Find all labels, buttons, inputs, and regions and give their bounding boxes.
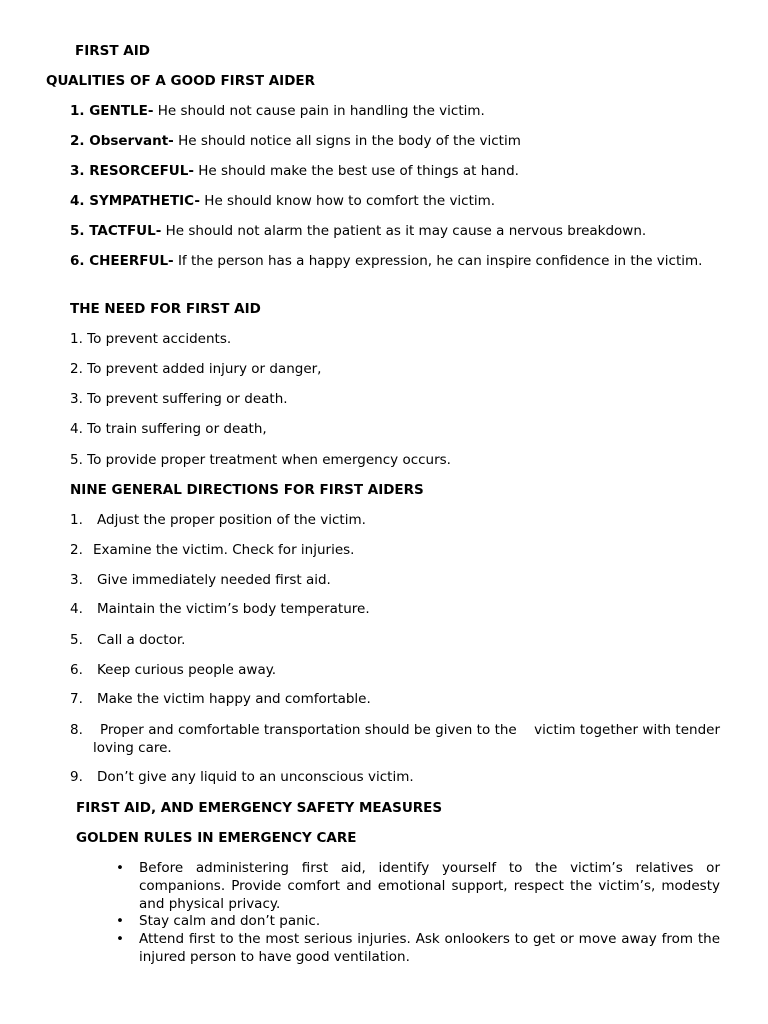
direction-text: Make the victim happy and comfortable. [97, 691, 371, 707]
need-item: 1. To prevent accidents. [70, 331, 232, 347]
quality-text: If the person has a happy expression, he can inspire confidence in the victim. [173, 253, 703, 269]
direction-number: 7. [70, 691, 83, 707]
direction-number: 3. [70, 572, 83, 588]
qualities-heading: QUALITIES OF A GOOD FIRST AIDER [46, 73, 316, 89]
bullet-icon: • [116, 913, 124, 929]
direction-number: 8. [70, 722, 83, 738]
quality-item [70, 102, 485, 120]
quality-label: 2. Observant- [70, 133, 174, 149]
golden-heading: GOLDEN RULES IN EMERGENCY CARE [76, 830, 357, 846]
quality-item [70, 252, 720, 270]
golden-rule-text: Stay calm and don’t panic. [139, 913, 321, 929]
direction-number: 5. [70, 632, 83, 648]
quality-label: 4. SYMPATHETIC- [70, 193, 200, 209]
direction-text: Call a doctor. [97, 632, 186, 648]
direction-number: 2. [70, 542, 83, 558]
direction-text: Adjust the proper position of the victim. [97, 512, 366, 528]
direction-text: Don’t give any liquid to an unconscious victim. [97, 769, 414, 785]
quality-label: 6. CHEERFUL- [70, 253, 174, 269]
page-title: FIRST AID [75, 43, 150, 59]
bullet-icon: • [116, 860, 124, 876]
quality-item [70, 222, 646, 240]
need-item: 2. To prevent added injury or danger, [70, 361, 322, 377]
direction-text: Give immediately needed first aid. [97, 572, 331, 588]
quality-label: 3. RESORCEFUL- [70, 163, 194, 179]
direction-text: Proper and comfortable transportation should be given to the victim together with tender loving care. [93, 722, 725, 756]
quality-item [70, 192, 495, 210]
quality-text: He should notice all signs in the body of the victim [173, 133, 521, 149]
golden-rule-text: Before administering first aid, identify yourself to the victim’s relatives or companions. Provide comfort and emotional support, respect the victim’s, modesty and physical privacy. [139, 860, 720, 912]
direction-number: 1. [70, 512, 83, 528]
quality-text: He should make the best use of things at hand. [193, 163, 519, 179]
quality-text: He should not alarm the patient as it may cause a nervous breakdown. [161, 223, 647, 239]
direction-text: Maintain the victim’s body temperature. [97, 601, 370, 617]
direction-number: 9. [70, 769, 83, 785]
golden-rule-text: Attend first to the most serious injuries. Ask onlookers to get or move away from the injured person to have good ventilation. [139, 931, 720, 965]
direction-text: Examine the victim. Check for injuries. [93, 542, 355, 558]
direction-number: 4. [70, 601, 83, 617]
bullet-icon: • [116, 931, 124, 947]
need-heading: THE NEED FOR FIRST AID [70, 301, 261, 317]
directions-heading: NINE GENERAL DIRECTIONS FOR FIRST AIDERS [70, 482, 424, 498]
quality-label: 1. GENTLE- [70, 103, 154, 119]
need-item: 5. To provide proper treatment when emergency occurs. [70, 452, 451, 468]
safety-heading: FIRST AID, AND EMERGENCY SAFETY MEASURES [76, 800, 443, 816]
quality-item [70, 132, 521, 150]
quality-item [70, 162, 519, 180]
direction-text: Keep curious people away. [97, 662, 277, 678]
quality-text: He should know how to comfort the victim. [200, 193, 496, 209]
quality-label: 5. TACTFUL- [70, 223, 162, 239]
quality-text: He should not cause pain in handling the victim. [153, 103, 485, 119]
need-item: 3. To prevent suffering or death. [70, 391, 288, 407]
direction-number: 6. [70, 662, 83, 678]
need-item: 4. To train suffering or death, [70, 421, 267, 437]
